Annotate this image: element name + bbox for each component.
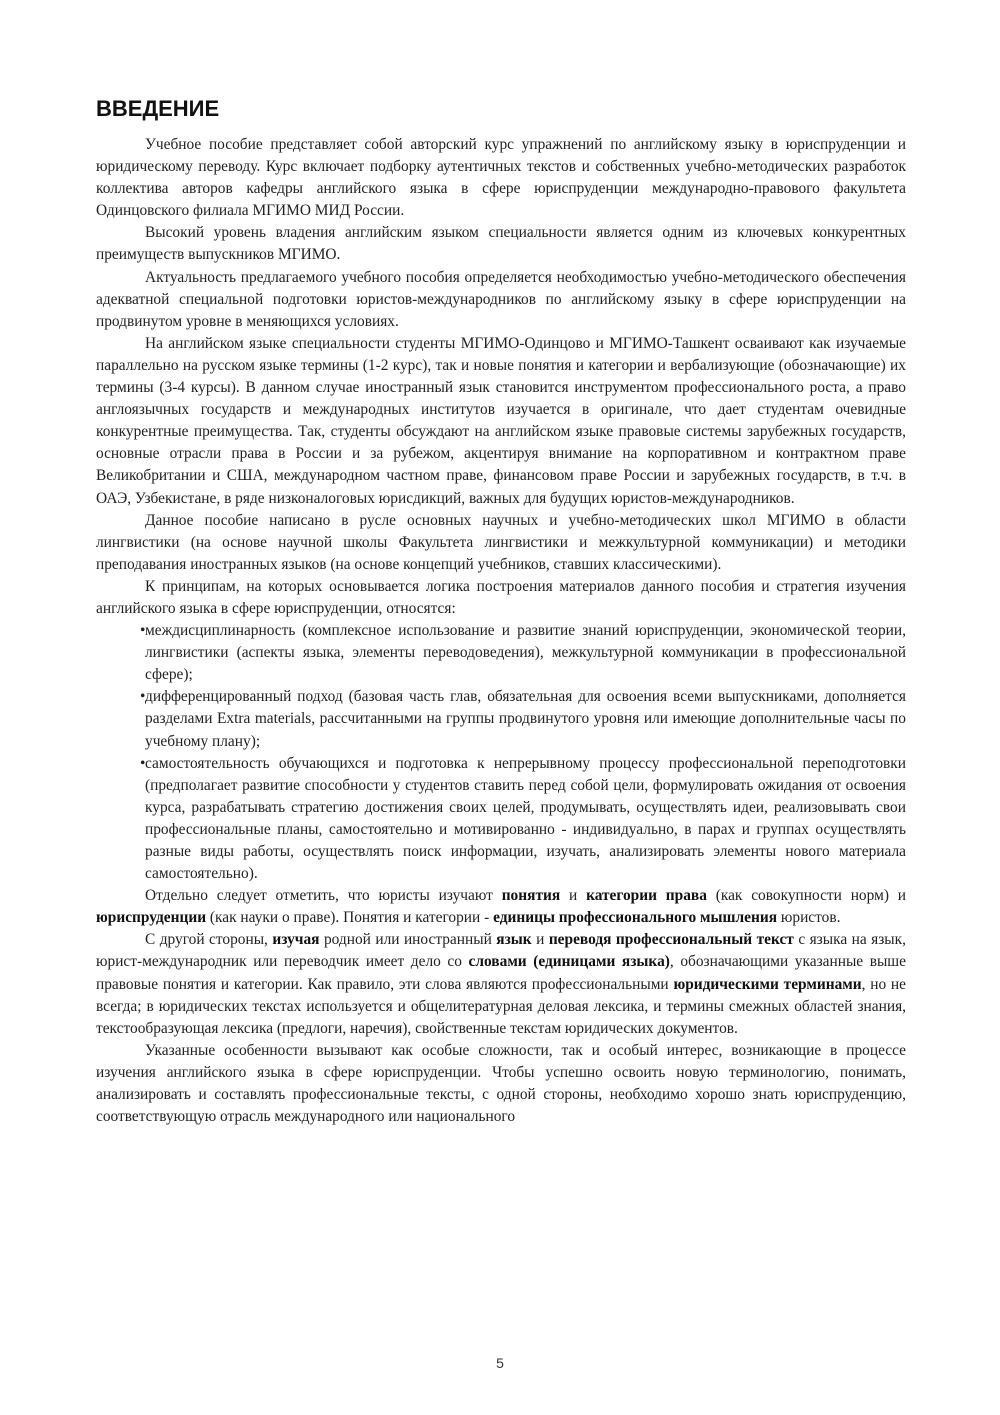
text-run: (как науки о праве). Понятия и категории - xyxy=(206,909,494,927)
bold-term: единицы профессионального мышления xyxy=(493,909,778,927)
bold-term: словами xyxy=(468,953,527,971)
text-run: (как совокупности норм) и xyxy=(706,887,906,905)
paragraph-9: Указанные особенности вызывают как особые сложности, так и особый интерес, возникающие в процессе изучения английского языка в сфере юриспруденции. Чтобы успешно освоить новую терминологию, понимать, анализировать и составлять профессиональные тексты, с одной стороны, необходимо хорошо знать юриспруденцию, соответствующую отрасль международного или национального xyxy=(96,1041,906,1126)
text-run: и xyxy=(560,887,587,905)
paragraph-5: Данное пособие написано в русле основных научных и учебно-методических школ МГИМО в области лингвистики (на основе научной школы Факультета лингвистики и межкультурной коммуникации) и методики преподавания иностранных языков (на основе концепций учебников, ставших классическими). xyxy=(96,511,906,573)
list-item-text: дифференцированный подход (базовая часть глав, обязательная для освоения всеми выпускниками, дополняется разделами Extra materials, рассчитанными на группы продвинутого уровня или имеющие дополнительные часы по учебному плану); xyxy=(145,688,906,750)
bullet-icon: • xyxy=(140,688,146,706)
bold-term: юридическими терминами xyxy=(673,975,862,993)
paragraph-6: К принципам, на которых основывается логика построения материалов данного пособия и стратегия изучения английского языка в сфере юриспруденции, относятся: xyxy=(96,577,906,617)
bold-term: переводя профессиональный текст xyxy=(548,931,794,949)
paragraph-7 xyxy=(96,885,906,929)
text-run: с языка на язык, юрист-международник или переводчик имеет дело со xyxy=(96,931,906,971)
page-number: 5 xyxy=(496,1355,504,1371)
bold-term: юриспруденции xyxy=(96,909,207,927)
list-item xyxy=(96,620,906,686)
paragraph-3: Актуальность предлагаемого учебного пособия определяется необходимостью учебно-методического обеспечения адекватной специальной подготовки юристов-международников по английскому языку в сфере юриспруденции на продвинутом уровне в меняющихся условиях. xyxy=(96,268,906,330)
bold-term: изучая xyxy=(272,931,320,949)
list-item-text: самостоятельность обучающихся и подготовка к непрерывному процессу профессиональной переподготовки (предполагает развитие способности у студентов ставить перед собой цели, формулировать ожидания от освоения курса, разрабатывать стратегию достижения своих целей, продумывать, осуществлять идеи, реализовывать свои профессиональные планы, самостоятельно и мотивированно - индивидуально, в парах и группах осуществлять разные виды работы, осуществлять поиск информации, изучать, анализировать элементы нового материала самостоятельно). xyxy=(145,754,906,883)
text-run: С другой стороны, xyxy=(145,931,273,949)
text-run: , обозначающими указанные выше правовые понятия и категории. Как правило, эти слова являются профессиональными xyxy=(96,953,906,993)
list-item xyxy=(96,753,906,886)
section-title: ВВЕДЕНИЕ xyxy=(96,96,220,121)
list-item-text: междисциплинарность (комплексное использование и развитие знаний юриспруденции, экономической теории, лингвистики (аспекты языка, элементы переводоведения), межкультурной коммуникации в профессиональной сфере); xyxy=(145,622,906,684)
paragraph-2: Высокий уровень владения английским языком специальности является одним из ключевых конкурентных преимуществ выпускников МГИМО. xyxy=(96,224,906,264)
bullet-icon: • xyxy=(140,622,146,640)
paragraph-4: На английском языке специальности студенты МГИМО-Одинцово и МГИМО-Ташкент осваивают как изучаемые параллельно на русском языке термины (1-2 курс), так и новые понятия и категории и вербализующие (обозначающие) их термины (3-4 курсы). В данном случае иностранный язык становится инструментом профессионального роста, а право англоязычных государств и международных институтов изучается в оригинале, что дает студентам очевидные конкурентные преимущества. Так, студенты обсуждают на английском языке правовые системы зарубежных государств, основные отрасли права в России и за рубежом, акцентируя внимание на корпоративном и контрактном праве Великобритании и США, международном частном праве, финансовом праве России и зарубежных государств, в т.ч. в ОАЭ, Узбекистане, в ряде низконалоговых юрисдикций, важных для будущих юристов-международников. xyxy=(96,334,906,507)
text-run: юристов. xyxy=(777,909,841,927)
text-run: родной или иностранный xyxy=(319,931,497,949)
text-run: и xyxy=(531,931,549,949)
bold-term: понятия xyxy=(501,887,561,905)
list-item xyxy=(96,686,906,752)
page-content xyxy=(96,96,906,1128)
bullet-icon: • xyxy=(140,754,146,772)
text-run: , но не всегда; в юридических текстах используется и общелитературная деловая лексика, и термины смежных областей знания, текстообразующая лексика (предлоги, наречия), свойственные текстам юридических документов. xyxy=(96,975,906,1037)
bold-term: категории права xyxy=(586,887,707,905)
paragraph-1: Учебное пособие представляет собой авторский курс упражнений по английскому языку в юриспруденции и юридическому переводу. Курс включает подборку аутентичных текстов и собственных учебно-методических разработок коллектива авторов кафедры английского языка в сфере юриспруденции международно-правового факультета Одинцовского филиала МГИМО МИД России. xyxy=(96,136,906,220)
text-run: Отдельно следует отметить, что юристы изучают xyxy=(145,887,502,905)
paragraph-8 xyxy=(96,929,906,1039)
principles-list xyxy=(96,620,906,885)
bold-term: язык xyxy=(496,931,532,949)
bold-term: (единицами языка) xyxy=(533,953,670,971)
